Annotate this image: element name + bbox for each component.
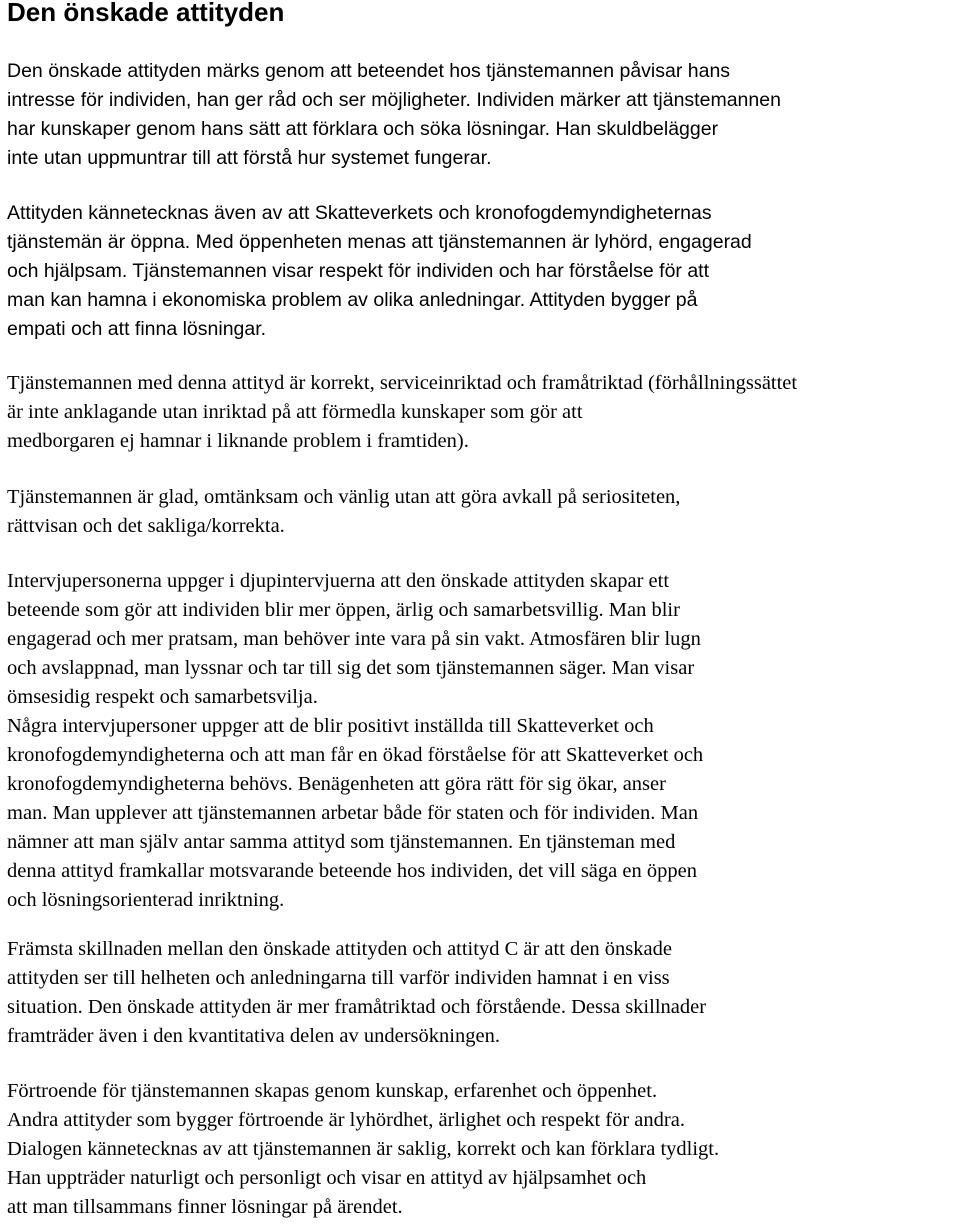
paragraph-line: man kan hamna i ekonomiska problem av olika anledningar. Attityden bygger på — [7, 289, 698, 311]
paragraph-line: har kunskaper genom hans sätt att förklara och söka lösningar. Han skuldbelägger — [7, 118, 719, 140]
paragraph-3 — [7, 369, 797, 456]
paragraph-1 — [7, 57, 781, 173]
paragraph-line: Förtroende för tjänstemannen skapas genom kunskap, erfarenhet och öppenhet. — [7, 1080, 658, 1102]
paragraph-line: Dialogen kännetecknas av att tjänstemannen är saklig, korrekt och kan förklara tydligt. — [7, 1138, 720, 1160]
paragraph-7 — [7, 1077, 719, 1222]
paragraph-line: och hjälpsam. Tjänstemannen visar respekt för individen och har förståelse för att — [7, 260, 709, 282]
paragraph-4 — [7, 483, 680, 541]
paragraph-line: beteende som gör att individen blir mer öppen, ärlig och samarbetsvillig. Man blir — [7, 599, 680, 621]
paragraph-line: tjänstemän är öppna. Med öppenheten menas att tjänstemannen är lyhörd, engagerad — [7, 231, 752, 253]
paragraph-line: Andra attityder som bygger förtroende är lyhördhet, ärlighet och respekt för andra. — [7, 1109, 685, 1131]
paragraph-line: nämner att man själv antar samma attityd som tjänstemannen. En tjänsteman med — [7, 831, 676, 853]
paragraph-line: situation. Den önskade attityden är mer framåtriktad och förstående. Dessa skillnader — [7, 996, 707, 1018]
paragraph-line: engagerad och mer pratsam, man behöver inte vara på sin vakt. Atmosfären blir lugn — [7, 628, 701, 650]
paragraph-line: och lösningsorienterad inriktning. — [7, 889, 285, 911]
paragraph-line: empati och att finna lösningar. — [7, 318, 267, 340]
paragraph-line: och avslappnad, man lyssnar och tar till sig det som tjänstemannen säger. Man visar — [7, 657, 695, 679]
paragraph-line: Intervjupersonerna uppger i djupintervjuerna att den önskade attityden skapar ett — [7, 570, 670, 592]
paragraph-line: att man tillsammans finner lösningar på ärendet. — [7, 1196, 403, 1218]
paragraph-line: kronofogdemyndigheterna behövs. Benägenheten att göra rätt för sig ökar, anser — [7, 773, 666, 795]
paragraph-line: framträder även i den kvantitativa delen av undersökningen. — [7, 1025, 500, 1047]
paragraph-5 — [7, 567, 703, 915]
paragraph-line: Några intervjupersoner uppger att de blir positivt inställda till Skatteverket och — [7, 715, 654, 737]
paragraph-line: attityden ser till helheten och anledningarna till varför individen hamnat i en viss — [7, 967, 670, 989]
paragraph-line: Han uppträder naturligt och personligt och visar en attityd av hjälpsamhet och — [7, 1167, 647, 1189]
paragraph-6 — [7, 935, 706, 1051]
paragraph-line: Den önskade attityden märks genom att beteendet hos tjänstemannen påvisar hans — [7, 60, 731, 82]
paragraph-line: Attityden kännetecknas även av att Skatteverkets och kronofogdemyndigheternas — [7, 202, 712, 224]
paragraph-line: Främsta skillnaden mellan den önskade attityden och attityd C är att den önskade — [7, 938, 672, 960]
paragraph-line: rättvisan och det sakliga/korrekta. — [7, 515, 285, 537]
page-title: Den önskade attityden — [7, 0, 285, 27]
paragraph-line: medborgaren ej hamnar i liknande problem i framtiden). — [7, 430, 469, 452]
paragraph-line: man. Man upplever att tjänstemannen arbetar både för staten och för individen. Man — [7, 802, 699, 824]
paragraph-2 — [7, 199, 752, 344]
paragraph-line: Tjänstemannen med denna attityd är korrekt, serviceinriktad och framåtriktad (förhållningssättet — [7, 372, 798, 394]
paragraph-line: intresse för individen, han ger råd och ser möjligheter. Individen märker att tjänstemannen — [7, 89, 781, 111]
paragraph-line: är inte anklagande utan inriktad på att förmedla kunskaper som gör att — [7, 401, 583, 423]
paragraph-line: ömsesidig respekt och samarbetsvilja. — [7, 686, 318, 708]
paragraph-line: inte utan uppmuntrar till att förstå hur systemet fungerar. — [7, 147, 492, 169]
paragraph-line: Tjänstemannen är glad, omtänksam och vänlig utan att göra avkall på seriositeten, — [7, 486, 681, 508]
paragraph-line: kronofogdemyndigheterna och att man får en ökad förståelse för att Skatteverket och — [7, 744, 704, 766]
paragraph-line: denna attityd framkallar motsvarande beteende hos individen, det vill säga en öppen — [7, 860, 697, 882]
